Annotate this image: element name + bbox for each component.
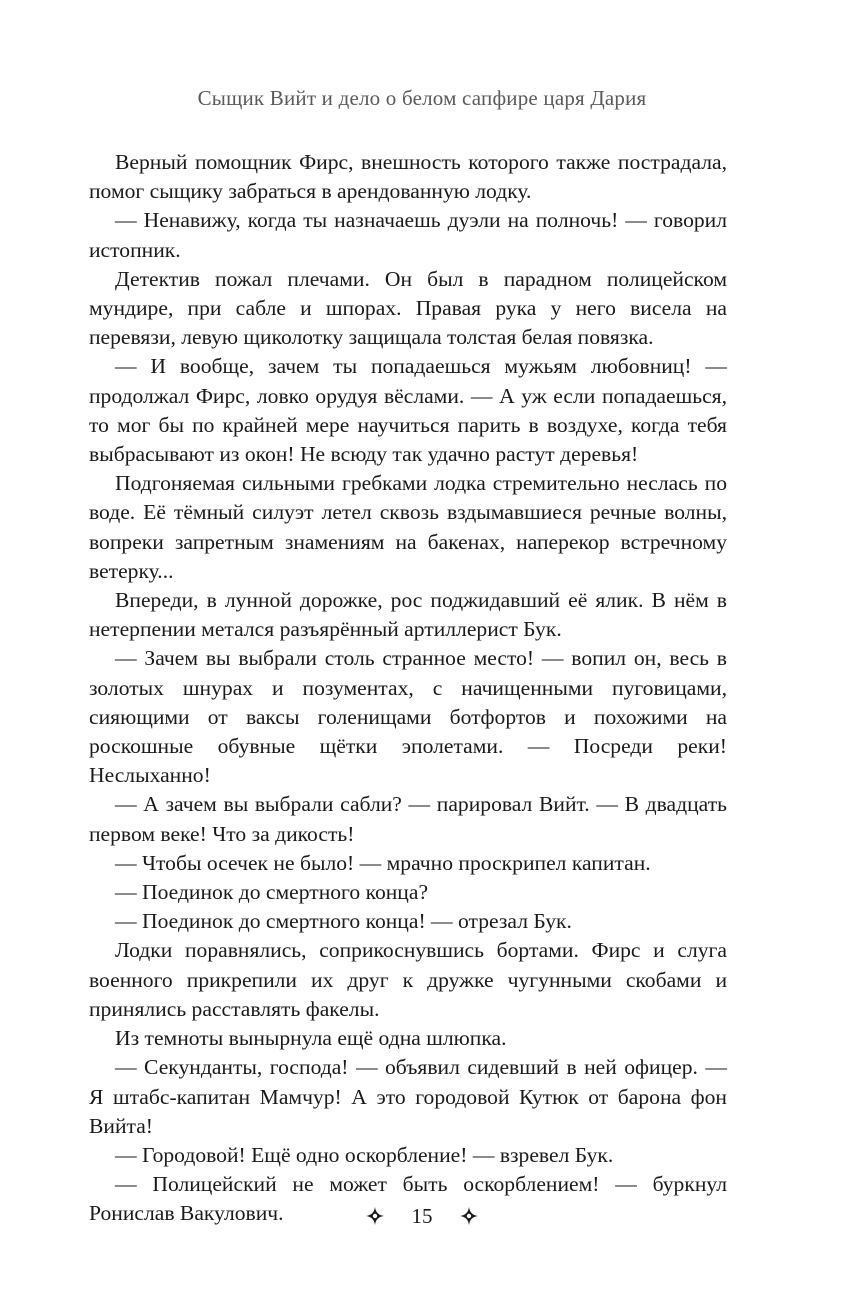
body-text <box>89 148 727 1229</box>
paragraph: — Поединок до смертного конца? <box>115 880 429 905</box>
four-point-star-icon <box>366 1204 384 1222</box>
paragraph: — А зачем вы выбрали сабли? — парировал Вийт. — В двадцать первом веке! Что за дикость! <box>89 792 727 846</box>
paragraph: — Секунданты, господа! — объявил сидевший в ней офицер. — Я штабс-капитан Мамчур! А это городовой Кутюк от барона фон Вийта! <box>89 1055 727 1138</box>
paragraph: Верный помощник Фирс, внешность которого также пострадала, помог сыщику забраться в арендованную лодку. <box>89 150 727 204</box>
paragraph: Лодки поравнялись, соприкоснувшись бортами. Фирс и слуга военного прикрепили их друг к дружке чугунными скобами и принялись расставлять факелы. <box>89 938 727 1021</box>
page-folio <box>0 1200 844 1230</box>
paragraph: — И вообще, зачем ты попадаешься мужьям любовниц! — продолжал Фирс, ловко орудуя вёслами. — А уж если попадаешься, то мог бы по крайней мере научиться парить в воздухе, когда тебя выбрасывают из окон! Не всюду так удачно растут деревья! <box>89 354 727 467</box>
paragraph: Подгоняемая сильными гребками лодка стремительно неслась по воде. Её тёмный силуэт летел сквозь вздымавшиеся речные волны, вопреки запретным знамениям на бакенах, наперекор встречному ветерку... <box>89 471 727 583</box>
paragraph: — Зачем вы выбрали столь странное место! — вопил он, весь в золотых шнурах и позументах, с начищенными пуговицами, сияющими от ваксы голенищами ботфортов и похожими на роскошные обувные щётки эполетами. — Посреди реки! Неслыханно! <box>89 646 727 788</box>
paragraph: Из темноты вынырнула ещё одна шлюпка. <box>115 1026 507 1051</box>
four-point-star-icon <box>460 1204 478 1222</box>
paragraph: — Поединок до смертного конца! — отрезал Бук. <box>115 909 572 934</box>
page-number: 15 <box>411 1204 433 1229</box>
paragraph: — Ненавижу, когда ты назначаешь дуэли на полночь! — говорил истопник. <box>89 208 727 262</box>
running-head: Сыщик Вийт и дело о белом сапфире царя Дария <box>197 86 647 110</box>
paragraph: — Чтобы осечек не было! — мрачно проскрипел капитан. <box>115 850 651 875</box>
paragraph: Впереди, в лунной дорожке, рос поджидавший её ялик. В нём в нетерпении метался разъярённый артиллерист Бук. <box>89 588 727 642</box>
paragraph: — Городовой! Ещё одно оскорбление! — взревел Бук. <box>115 1142 614 1167</box>
paragraph: — Полицейский не может быть оскорблением! — буркнул Ронислав Вакулович. <box>89 1172 727 1226</box>
paragraph: Детектив пожал плечами. Он был в парадном полицейском мундире, при сабле и шпорах. Правая рука у него висела на перевязи, левую щиколотку защищала толстая белая повязка. <box>89 266 727 350</box>
